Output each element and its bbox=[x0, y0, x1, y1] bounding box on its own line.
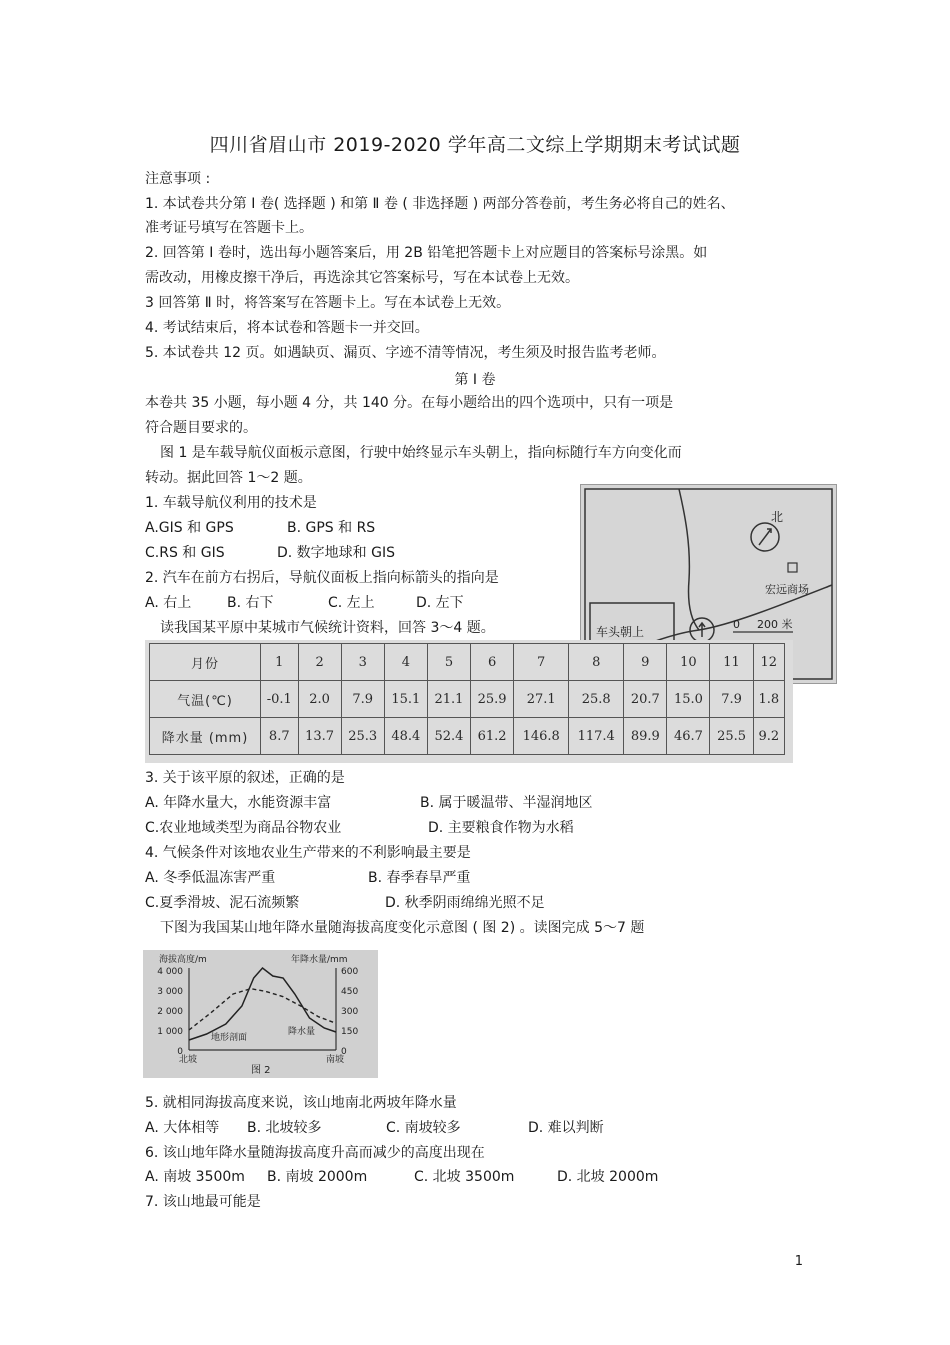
table-cell: 21.1 bbox=[427, 681, 470, 718]
south-slope-label: 南坡 bbox=[326, 1055, 345, 1065]
right-tick-label: 450 bbox=[341, 987, 359, 997]
q4-option-a: A. 冬季低温冻害严重 bbox=[145, 870, 276, 886]
table-cell: 11 bbox=[710, 644, 753, 681]
right-tick-label: 600 bbox=[341, 967, 359, 977]
table-cell: -0.1 bbox=[261, 681, 299, 718]
mountain-precip-chart bbox=[143, 950, 378, 1078]
q3-option-b: B. 属于暖温带、半湿润地区 bbox=[420, 795, 593, 811]
q6-stem: 6. 该山地年降水量随海拔高度升高而减少的高度出现在 bbox=[145, 1145, 485, 1161]
notice-item: 5. 本试卷共 12 页。如遇缺页、漏页、字迹不清等情况，考生须及时报告监考老师。 bbox=[145, 345, 666, 361]
table-cell: 7 bbox=[514, 644, 569, 681]
row-header: 降水量 (mm) bbox=[150, 718, 261, 755]
table-cell: 48.4 bbox=[384, 718, 427, 755]
q5-option-b: B. 北坡较多 bbox=[247, 1120, 322, 1136]
q3-stem: 3. 关于该平原的叙述，正确的是 bbox=[145, 770, 345, 786]
page-title: 四川省眉山市 2019-2020 学年高二文综上学期期末考试试题 bbox=[209, 134, 741, 156]
table-cell: 52.4 bbox=[427, 718, 470, 755]
fig1-intro-line: 转动。据此回答 1～2 题。 bbox=[145, 470, 312, 486]
table-cell: 20.7 bbox=[624, 681, 667, 718]
table-cell: 25.5 bbox=[710, 718, 753, 755]
table-cell: 25.9 bbox=[471, 681, 514, 718]
table-cell: 8 bbox=[569, 644, 624, 681]
q4-option-d: D. 秋季阴雨绵绵光照不足 bbox=[385, 895, 545, 911]
q7-stem: 7. 该山地最可能是 bbox=[145, 1194, 261, 1210]
q3-option-c: C.农业地域类型为商品谷物农业 bbox=[145, 820, 342, 836]
table-cell: 4 bbox=[384, 644, 427, 681]
table-row bbox=[150, 644, 785, 681]
right-tick-label: 150 bbox=[341, 1027, 359, 1037]
q5-option-a: A. 大体相等 bbox=[145, 1120, 220, 1136]
right-tick-label: 300 bbox=[341, 1007, 359, 1017]
q3-option-d: D. 主要粮食作物为水稻 bbox=[428, 820, 574, 836]
table-cell: 89.9 bbox=[624, 718, 667, 755]
left-tick-label: 1 000 bbox=[157, 1027, 183, 1037]
q4-option-b: B. 春季春旱严重 bbox=[368, 870, 471, 886]
north-label: 北 bbox=[771, 510, 784, 524]
q6-option-d: D. 北坡 2000m bbox=[557, 1169, 659, 1185]
mountain-precip-figure bbox=[143, 950, 378, 1078]
rain-label: 降水量 bbox=[288, 1027, 316, 1037]
table-cell: 5 bbox=[427, 644, 470, 681]
q2-stem: 2. 汽车在前方右拐后，导航仪面板上指向标箭头的指向是 bbox=[145, 570, 499, 586]
left-tick-label: 2 000 bbox=[157, 1007, 183, 1017]
precipitation-line bbox=[189, 989, 336, 1030]
page-number: 1 bbox=[794, 1254, 803, 1269]
table-cell: 2 bbox=[298, 644, 341, 681]
notice-item: 准考证号填写在答题卡上。 bbox=[145, 220, 313, 236]
store-label: 宏远商场 bbox=[765, 583, 809, 596]
q1-option-b: B. GPS 和 RS bbox=[287, 520, 376, 536]
compass-arrow-icon bbox=[759, 529, 771, 545]
row-header: 气温(℃) bbox=[150, 681, 261, 718]
q2-option-a: A. 右上 bbox=[145, 595, 192, 611]
q4-stem: 4. 气候条件对该地农业生产带来的不利影响最主要是 bbox=[145, 845, 471, 861]
row-header: 月份 bbox=[150, 644, 261, 681]
climate-table bbox=[149, 643, 785, 755]
table-cell: 8.7 bbox=[261, 718, 299, 755]
table-cell: 9 bbox=[624, 644, 667, 681]
table-cell: 15.0 bbox=[667, 681, 710, 718]
notice-item: 4. 考试结束后，将本试卷和答题卡一并交回。 bbox=[145, 320, 429, 336]
table-cell: 6 bbox=[471, 644, 514, 681]
q5-option-c: C. 南坡较多 bbox=[386, 1120, 461, 1136]
q6-option-b: B. 南坡 2000m bbox=[267, 1169, 368, 1185]
table-cell: 25.8 bbox=[569, 681, 624, 718]
intro-line: 符合题目要求的。 bbox=[145, 420, 257, 436]
scale-zero-label: 0 bbox=[733, 618, 740, 631]
table-cell: 27.1 bbox=[514, 681, 569, 718]
figure-caption: 图 2 bbox=[251, 1065, 271, 1076]
q1-option-d: D. 数字地球和 GIS bbox=[277, 545, 395, 561]
fig2-intro: 下图为我国某山地年降水量随海拔高度变化示意图 ( 图 2) 。读图完成 5～7 题 bbox=[160, 920, 645, 936]
car-head-label: 车头朝上 bbox=[596, 625, 645, 639]
q6-option-c: C. 北坡 3500m bbox=[414, 1169, 515, 1185]
fig1-intro-line: 图 1 是车载导航仪面板示意图，行驶中始终显示车头朝上，指向标随行车方向变化而 bbox=[160, 445, 682, 461]
table-cell: 7.9 bbox=[710, 681, 753, 718]
section-heading: 第 Ⅰ 卷 bbox=[454, 372, 496, 388]
profile-label: 地形剖面 bbox=[211, 1033, 248, 1043]
table-cell: 10 bbox=[667, 644, 710, 681]
store-marker-icon bbox=[788, 563, 797, 572]
q1-stem: 1. 车载导航仪利用的技术是 bbox=[145, 495, 317, 511]
table-cell: 1.8 bbox=[753, 681, 784, 718]
north-slope-label: 北坡 bbox=[179, 1055, 198, 1065]
notice-item: 需改动，用橡皮擦干净后，再选涂其它答案标号，写在本试卷上无效。 bbox=[145, 270, 579, 286]
q2-option-c: C. 左上 bbox=[328, 595, 375, 611]
climate-table-figure bbox=[145, 640, 793, 763]
right-axis-title: 年降水量/mm bbox=[291, 955, 348, 965]
notice-heading: 注意事项 : bbox=[145, 171, 211, 187]
table-cell: 61.2 bbox=[471, 718, 514, 755]
q1-option-c: C.RS 和 GIS bbox=[145, 545, 225, 561]
table-cell: 13.7 bbox=[298, 718, 341, 755]
table-cell: 3 bbox=[341, 644, 384, 681]
table-row bbox=[150, 718, 785, 755]
q2-option-b: B. 右下 bbox=[227, 595, 274, 611]
table-cell: 12 bbox=[753, 644, 784, 681]
table-cell: 117.4 bbox=[569, 718, 624, 755]
table-cell: 25.3 bbox=[341, 718, 384, 755]
table-cell: 9.2 bbox=[753, 718, 784, 755]
q6-option-a: A. 南坡 3500m bbox=[145, 1169, 245, 1185]
right-tick-label: 0 bbox=[341, 1047, 347, 1057]
notice-item: 3 回答第 Ⅱ 时，将答案写在答题卡上。写在本试卷上无效。 bbox=[145, 295, 511, 311]
table-cell: 46.7 bbox=[667, 718, 710, 755]
table-cell: 146.8 bbox=[514, 718, 569, 755]
left-tick-label: 3 000 bbox=[157, 987, 183, 997]
table-cell: 2.0 bbox=[298, 681, 341, 718]
notice-item: 2. 回答第 Ⅰ 卷时，选出每小题答案后，用 2B 铅笔把答题卡上对应题目的答案标号涂黑。如 bbox=[145, 245, 708, 261]
table-cell: 15.1 bbox=[384, 681, 427, 718]
table-row bbox=[150, 681, 785, 718]
road-line bbox=[679, 489, 699, 630]
q5-option-d: D. 难以判断 bbox=[528, 1120, 604, 1136]
table-cell: 1 bbox=[261, 644, 299, 681]
notice-item: 1. 本试卷共分第 Ⅰ 卷( 选择题 ) 和第 Ⅱ 卷 ( 非选择题 ) 两部分答卷前，考生务必将自己的姓名、 bbox=[145, 196, 735, 212]
q1-option-a: A.GIS 和 GPS bbox=[145, 520, 234, 536]
q4-option-c: C.夏季滑坡、泥石流频繁 bbox=[145, 895, 300, 911]
table-cell: 7.9 bbox=[341, 681, 384, 718]
scale-label: 200 米 bbox=[757, 618, 793, 631]
intro-line: 本卷共 35 小题，每小题 4 分，共 140 分。在每小题给出的四个选项中，只有一项是 bbox=[145, 395, 674, 411]
q3-option-a: A. 年降水量大，水能资源丰富 bbox=[145, 795, 332, 811]
table-intro: 读我国某平原中某城市气候统计资料，回答 3～4 题。 bbox=[160, 620, 495, 636]
q2-option-d: D. 左下 bbox=[416, 595, 464, 611]
left-axis-title: 海拔高度/m bbox=[159, 955, 207, 965]
q5-stem: 5. 就相同海拔高度来说，该山地南北两坡年降水量 bbox=[145, 1095, 457, 1111]
left-tick-label: 4 000 bbox=[157, 967, 183, 977]
left-tick-label: 0 bbox=[177, 1047, 183, 1057]
